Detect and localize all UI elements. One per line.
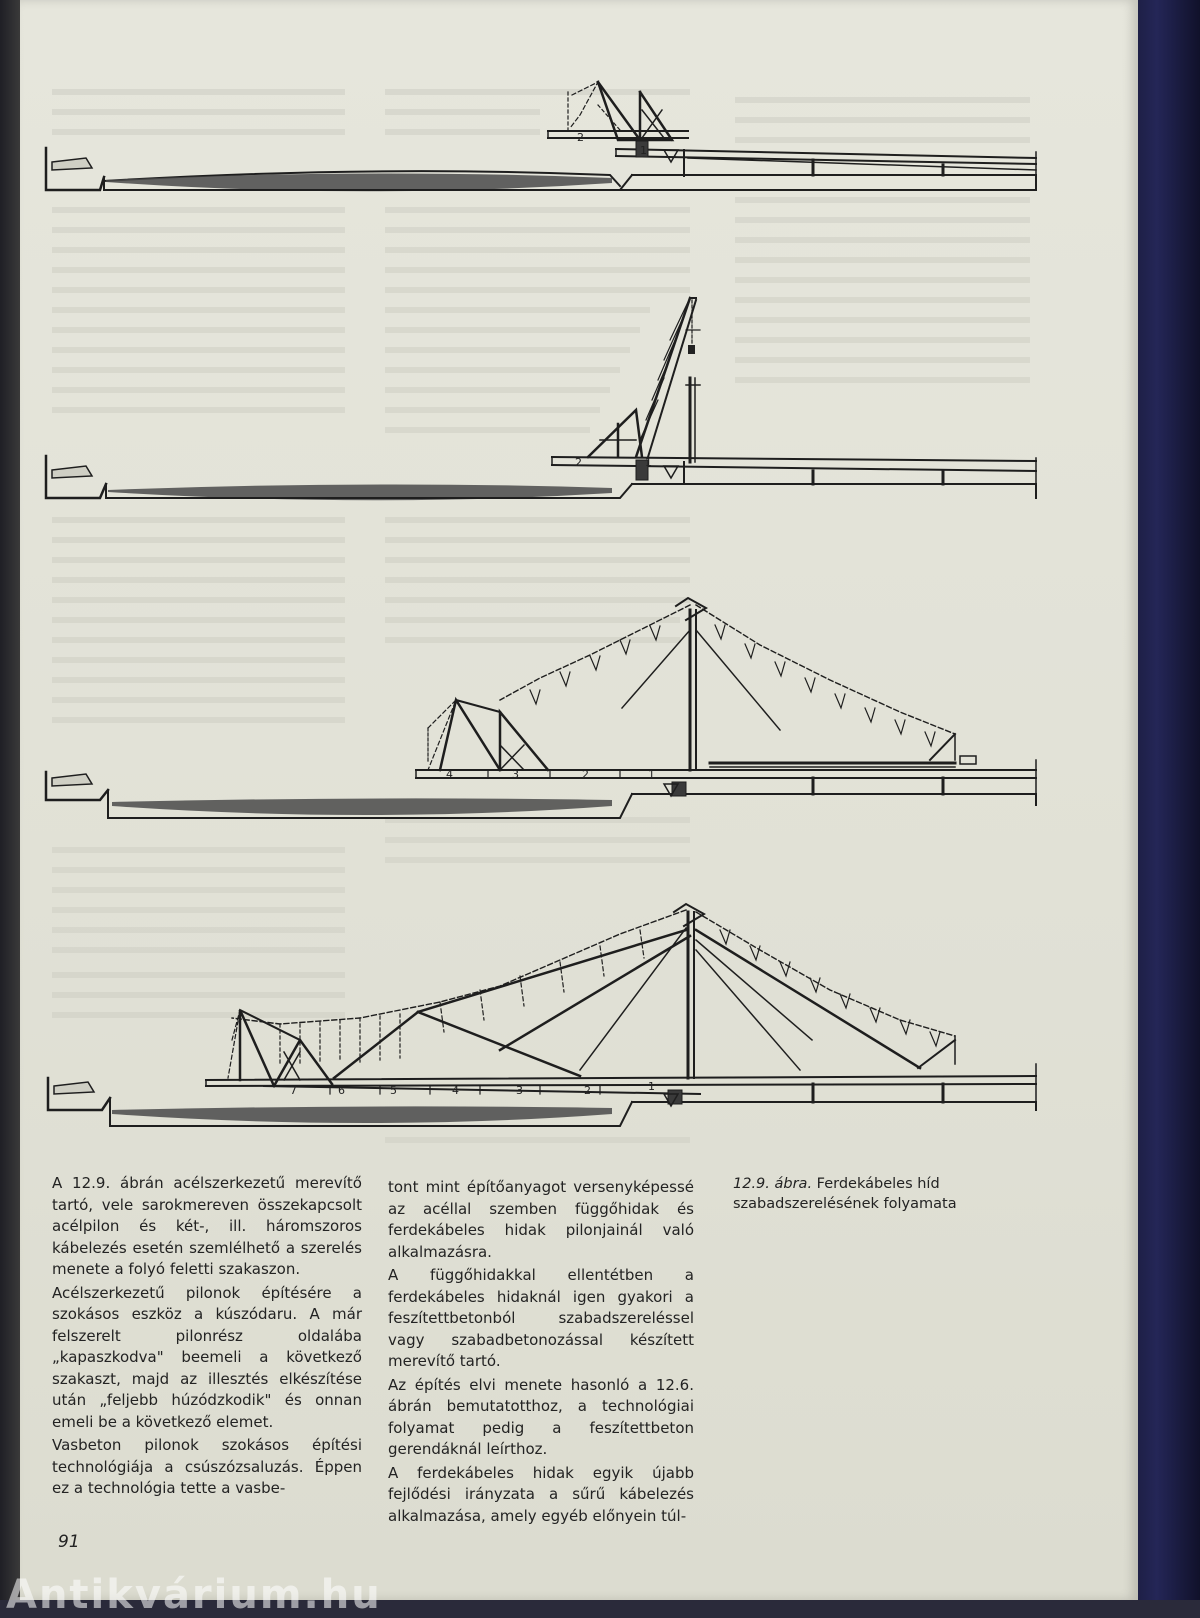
caption-text: Ferdekábeles híd szabadszerelésének folyamata [733,1176,957,1212]
stage-2-label-1: 1 [645,456,652,469]
stage-3-label-3: 3 [512,768,519,781]
paragraph: A ferdekábeles hidak egyik újabb fejlődési irányzata a sűrű kábelezés alkalmazása, amely egyéb előnyein túl- [388,1463,694,1525]
text-column-2 [388,1177,694,1529]
stage-4-label-7: 7 [290,1084,297,1097]
stage-4-label-3: 3 [516,1084,523,1097]
paragraph: Vasbeton pilonok szokásos építési technológiája a csúszózsaluzás. Éppen ez a technológia tette a vasbe- [52,1436,362,1497]
paragraph: A függőhidakkal ellentétben a ferdekábeles hidaknál igen gyakori a feszítettbetonból szabadszereléssel vagy szabadbetonozással készített merevítő tartó. [388,1266,694,1370]
stage-3-label-4: 4 [446,768,453,781]
paragraph: Az építés elvi menete hasonló a 12.6. ábrán bemutatotthoz, a technológiai folyamat pedig a feszítettbeton gerendáknál leírthoz. [388,1375,694,1458]
figure-caption [733,1174,983,1214]
stage-1-label-1: 1 [640,144,647,157]
caption-number: 12.9. ábra. [733,1176,813,1192]
stage-4-label-2: 2 [584,1084,591,1097]
stage-2-label-2: 2 [575,456,582,469]
stage-4-label-1: 1 [648,1080,655,1093]
paragraph: Acélszerkezetű pilonok építésére a szokásos eszköz a kúszódaru. A már felszerelt pilonrész oldalába „kapaszkodva" beemeli a következő szakaszt, majd az illesztés elkészítése után „feljebb húzódzkodik" és onnan emeli be a következő elemet. [52,1283,362,1431]
stage-3-label-1: 1 [648,768,655,781]
page-number: 91 [58,1532,80,1552]
stage-3-drawing [46,598,1036,818]
watermark-logo: Antikvárium.hu [6,1572,382,1618]
stage-1-label-2: 2 [577,131,584,144]
stage-4-label-4: 4 [452,1084,459,1097]
paragraph: A 12.9. ábrán acélszerkezetű merevítő tartó, vele sarokmereven összekapcsolt acélpilon és két-, ill. háromszoros kábelezés esetén szemlélhető a szerelés menete a folyó feletti szakaszon. [52,1174,362,1278]
stage-4-label-6: 6 [338,1084,345,1097]
stage-3-label-2: 2 [582,768,589,781]
paragraph: tont mint építőanyagot versenyképessé az acéllal szemben függőhidak és ferdekábeles hidak pilonjainál való alkalmazásra. [388,1178,694,1261]
show-through-text [52,92,1030,1140]
stage-4-label-5: 5 [390,1084,397,1097]
text-column-1 [52,1173,362,1502]
